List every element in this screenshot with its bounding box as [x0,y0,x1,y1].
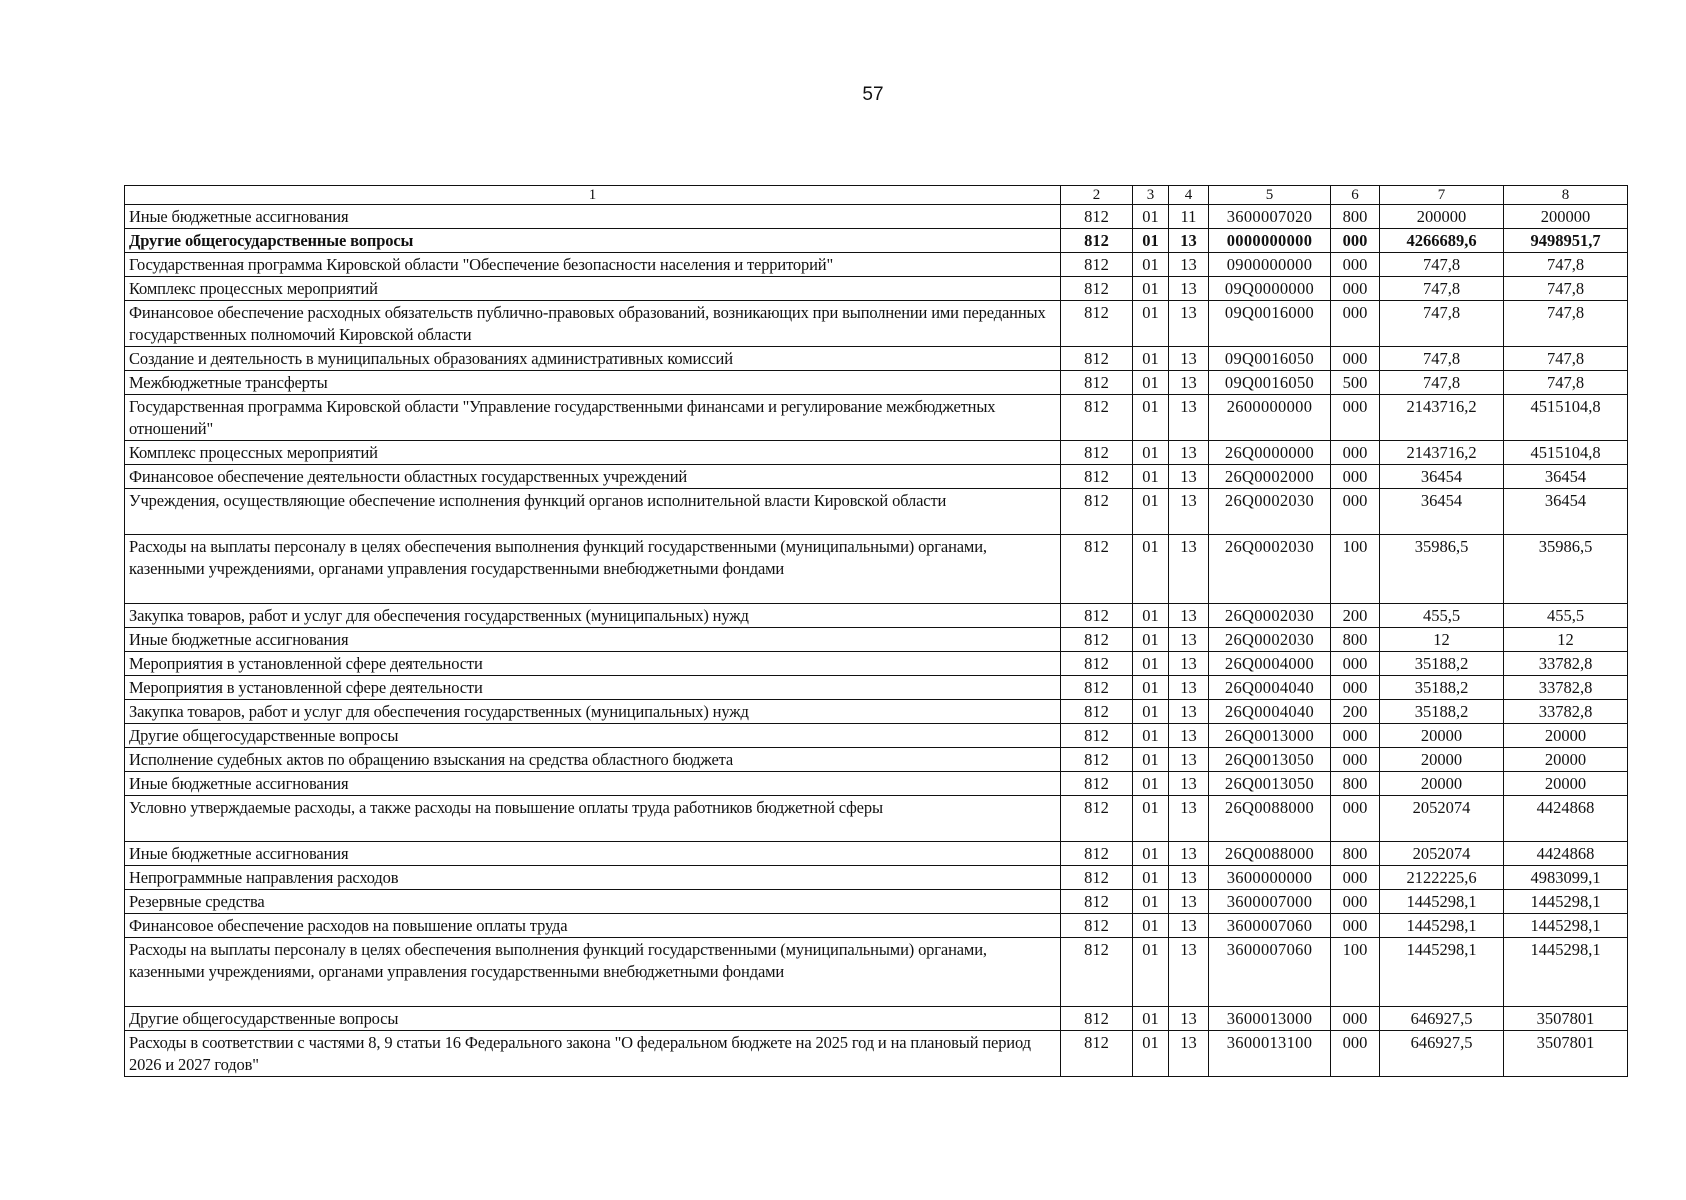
amount-2026-cell: 20000 [1380,724,1504,748]
table-row [125,772,1628,796]
subsection-code-cell: 13 [1169,347,1209,371]
expense-type-cell: 100 [1331,938,1380,1007]
expense-name-cell: Комплекс процессных мероприятий [125,441,1061,465]
budget-table [124,185,1628,1077]
amount-2027-cell: 3507801 [1504,1007,1628,1031]
column-header: 7 [1380,186,1504,205]
subsection-code-cell: 13 [1169,604,1209,628]
page-number: 57 [862,84,884,105]
subsection-code-cell: 13 [1169,748,1209,772]
amount-2027-cell: 3507801 [1504,1031,1628,1077]
column-header: 4 [1169,186,1209,205]
expense-name-cell: Межбюджетные трансферты [125,371,1061,395]
amount-2026-cell: 1445298,1 [1380,938,1504,1007]
table-row [125,700,1628,724]
ministry-code-cell: 812 [1061,842,1133,866]
expense-name-cell: Иные бюджетные ассигнования [125,772,1061,796]
table-row [125,652,1628,676]
expense-type-cell: 000 [1331,866,1380,890]
table-row [125,229,1628,253]
target-article-cell: 3600007020 [1209,205,1331,229]
section-code-cell: 01 [1133,371,1169,395]
column-header: 8 [1504,186,1628,205]
section-code-cell: 01 [1133,914,1169,938]
expense-name-cell: Мероприятия в установленной сфере деятельности [125,652,1061,676]
ministry-code-cell: 812 [1061,652,1133,676]
section-code-cell: 01 [1133,748,1169,772]
section-code-cell: 01 [1133,441,1169,465]
amount-2026-cell: 35986,5 [1380,535,1504,604]
table-row [125,842,1628,866]
amount-2027-cell: 747,8 [1504,301,1628,347]
subsection-code-cell: 13 [1169,1031,1209,1077]
ministry-code-cell: 812 [1061,205,1133,229]
amount-2026-cell: 35188,2 [1380,652,1504,676]
amount-2027-cell: 12 [1504,628,1628,652]
expense-name-cell: Закупка товаров, работ и услуг для обеспечения государственных (муниципальных) нужд [125,604,1061,628]
target-article-cell: 26Q0002030 [1209,628,1331,652]
section-code-cell: 01 [1133,465,1169,489]
ministry-code-cell: 812 [1061,441,1133,465]
amount-2027-cell: 4983099,1 [1504,866,1628,890]
table-row [125,628,1628,652]
subsection-code-cell: 13 [1169,842,1209,866]
section-code-cell: 01 [1133,229,1169,253]
table-row [125,1031,1628,1077]
ministry-code-cell: 812 [1061,748,1133,772]
target-article-cell: 09Q0016050 [1209,347,1331,371]
target-article-cell: 26Q0013050 [1209,748,1331,772]
target-article-cell: 26Q0013050 [1209,772,1331,796]
expense-name-cell: Условно утверждаемые расходы, а также расходы на повышение оплаты труда работников бюджетной сферы [125,796,1061,842]
expense-type-cell: 000 [1331,489,1380,535]
section-code-cell: 01 [1133,205,1169,229]
target-article-cell: 3600013100 [1209,1031,1331,1077]
ministry-code-cell: 812 [1061,395,1133,441]
amount-2027-cell: 4424868 [1504,796,1628,842]
expense-type-cell: 500 [1331,371,1380,395]
target-article-cell: 3600013000 [1209,1007,1331,1031]
subsection-code-cell: 13 [1169,866,1209,890]
ministry-code-cell: 812 [1061,938,1133,1007]
amount-2026-cell: 200000 [1380,205,1504,229]
ministry-code-cell: 812 [1061,1031,1133,1077]
amount-2026-cell: 1445298,1 [1380,914,1504,938]
expense-name-cell: Создание и деятельность в муниципальных образованиях административных комиссий [125,347,1061,371]
ministry-code-cell: 812 [1061,277,1133,301]
table-row [125,914,1628,938]
subsection-code-cell: 13 [1169,441,1209,465]
target-article-cell: 3600007060 [1209,914,1331,938]
amount-2026-cell: 646927,5 [1380,1007,1504,1031]
section-code-cell: 01 [1133,604,1169,628]
table-row [125,724,1628,748]
expense-type-cell: 800 [1331,628,1380,652]
expense-name-cell: Комплекс процессных мероприятий [125,277,1061,301]
subsection-code-cell: 13 [1169,1007,1209,1031]
expense-name-cell: Финансовое обеспечение расходов на повышение оплаты труда [125,914,1061,938]
ministry-code-cell: 812 [1061,866,1133,890]
expense-name-cell: Иные бюджетные ассигнования [125,842,1061,866]
table-row [125,489,1628,535]
section-code-cell: 01 [1133,301,1169,347]
section-code-cell: 01 [1133,724,1169,748]
expense-type-cell: 000 [1331,253,1380,277]
ministry-code-cell: 812 [1061,1007,1133,1031]
expense-type-cell: 000 [1331,1031,1380,1077]
ministry-code-cell: 812 [1061,535,1133,604]
amount-2026-cell: 646927,5 [1380,1031,1504,1077]
amount-2027-cell: 35986,5 [1504,535,1628,604]
expense-type-cell: 000 [1331,890,1380,914]
table-row [125,301,1628,347]
ministry-code-cell: 812 [1061,604,1133,628]
expense-type-cell: 800 [1331,842,1380,866]
subsection-code-cell: 13 [1169,890,1209,914]
amount-2026-cell: 1445298,1 [1380,890,1504,914]
expense-name-cell: Расходы на выплаты персоналу в целях обеспечения выполнения функций государственными (муниципальными) органами, казенными учреждениями, органами управления государственными внебюджетными фондами [125,535,1061,604]
amount-2026-cell: 2143716,2 [1380,441,1504,465]
expense-type-cell: 000 [1331,229,1380,253]
amount-2027-cell: 1445298,1 [1504,914,1628,938]
amount-2027-cell: 36454 [1504,489,1628,535]
target-article-cell: 0900000000 [1209,253,1331,277]
amount-2026-cell: 2122225,6 [1380,866,1504,890]
expense-type-cell: 100 [1331,535,1380,604]
table-row [125,253,1628,277]
amount-2026-cell: 747,8 [1380,253,1504,277]
ministry-code-cell: 812 [1061,465,1133,489]
amount-2026-cell: 747,8 [1380,277,1504,301]
amount-2027-cell: 4515104,8 [1504,441,1628,465]
target-article-cell: 26Q0013000 [1209,724,1331,748]
section-code-cell: 01 [1133,772,1169,796]
table-row [125,676,1628,700]
expense-type-cell: 000 [1331,796,1380,842]
ministry-code-cell: 812 [1061,724,1133,748]
section-code-cell: 01 [1133,489,1169,535]
amount-2026-cell: 20000 [1380,772,1504,796]
subsection-code-cell: 13 [1169,914,1209,938]
expense-type-cell: 000 [1331,748,1380,772]
target-article-cell: 26Q0002030 [1209,604,1331,628]
ministry-code-cell: 812 [1061,700,1133,724]
subsection-code-cell: 13 [1169,772,1209,796]
table-row [125,1007,1628,1031]
expense-name-cell: Исполнение судебных актов по обращению взыскания на средства областного бюджета [125,748,1061,772]
column-header: 6 [1331,186,1380,205]
amount-2026-cell: 35188,2 [1380,700,1504,724]
ministry-code-cell: 812 [1061,347,1133,371]
column-header: 1 [125,186,1061,205]
table-row [125,347,1628,371]
table-row [125,866,1628,890]
amount-2027-cell: 20000 [1504,772,1628,796]
target-article-cell: 26Q0088000 [1209,842,1331,866]
expense-type-cell: 200 [1331,700,1380,724]
expense-type-cell: 000 [1331,395,1380,441]
subsection-code-cell: 13 [1169,253,1209,277]
amount-2027-cell: 747,8 [1504,347,1628,371]
section-code-cell: 01 [1133,700,1169,724]
subsection-code-cell: 13 [1169,489,1209,535]
table-row [125,748,1628,772]
target-article-cell: 09Q0016000 [1209,301,1331,347]
target-article-cell: 26Q0000000 [1209,441,1331,465]
expense-name-cell: Другие общегосударственные вопросы [125,724,1061,748]
subsection-code-cell: 13 [1169,277,1209,301]
target-article-cell: 26Q0088000 [1209,796,1331,842]
ministry-code-cell: 812 [1061,890,1133,914]
amount-2026-cell: 747,8 [1380,371,1504,395]
expense-type-cell: 000 [1331,465,1380,489]
amount-2026-cell: 12 [1380,628,1504,652]
target-article-cell: 3600007060 [1209,938,1331,1007]
target-article-cell: 26Q0002030 [1209,535,1331,604]
amount-2027-cell: 200000 [1504,205,1628,229]
expense-type-cell: 000 [1331,1007,1380,1031]
section-code-cell: 01 [1133,796,1169,842]
subsection-code-cell: 13 [1169,628,1209,652]
expense-name-cell: Государственная программа Кировской области "Управление государственными финансами и регулирование межбюджетных отношений" [125,395,1061,441]
subsection-code-cell: 13 [1169,229,1209,253]
subsection-code-cell: 13 [1169,724,1209,748]
amount-2026-cell: 455,5 [1380,604,1504,628]
table-row [125,535,1628,604]
ministry-code-cell: 812 [1061,796,1133,842]
target-article-cell: 09Q0016050 [1209,371,1331,395]
section-code-cell: 01 [1133,676,1169,700]
amount-2027-cell: 747,8 [1504,371,1628,395]
expense-name-cell: Иные бюджетные ассигнования [125,205,1061,229]
section-code-cell: 01 [1133,277,1169,301]
expense-name-cell: Иные бюджетные ассигнования [125,628,1061,652]
subsection-code-cell: 13 [1169,676,1209,700]
subsection-code-cell: 13 [1169,301,1209,347]
expense-type-cell: 800 [1331,772,1380,796]
amount-2027-cell: 1445298,1 [1504,938,1628,1007]
target-article-cell: 09Q0000000 [1209,277,1331,301]
table-row [125,205,1628,229]
expense-type-cell: 000 [1331,676,1380,700]
amount-2027-cell: 747,8 [1504,277,1628,301]
amount-2026-cell: 36454 [1380,465,1504,489]
subsection-code-cell: 13 [1169,700,1209,724]
expense-name-cell: Закупка товаров, работ и услуг для обеспечения государственных (муниципальных) нужд [125,700,1061,724]
expense-name-cell: Резервные средства [125,890,1061,914]
expense-type-cell: 000 [1331,652,1380,676]
target-article-cell: 2600000000 [1209,395,1331,441]
ministry-code-cell: 812 [1061,489,1133,535]
ministry-code-cell: 812 [1061,371,1133,395]
expense-name-cell: Финансовое обеспечение деятельности областных государственных учреждений [125,465,1061,489]
subsection-code-cell: 13 [1169,535,1209,604]
table-row [125,938,1628,1007]
table-row [125,796,1628,842]
section-code-cell: 01 [1133,347,1169,371]
expense-name-cell: Непрограммные направления расходов [125,866,1061,890]
amount-2027-cell: 9498951,7 [1504,229,1628,253]
ministry-code-cell: 812 [1061,253,1133,277]
amount-2026-cell: 2143716,2 [1380,395,1504,441]
expense-type-cell: 000 [1331,277,1380,301]
section-code-cell: 01 [1133,866,1169,890]
section-code-cell: 01 [1133,535,1169,604]
expense-type-cell: 800 [1331,205,1380,229]
table-row [125,465,1628,489]
target-article-cell: 26Q0004040 [1209,700,1331,724]
amount-2027-cell: 33782,8 [1504,676,1628,700]
table-body [125,205,1628,1077]
expense-type-cell: 000 [1331,301,1380,347]
target-article-cell: 0000000000 [1209,229,1331,253]
subsection-code-cell: 13 [1169,938,1209,1007]
expense-name-cell: Расходы в соответствии с частями 8, 9 статьи 16 Федерального закона "О федеральном бюджете на 2025 год и на плановый период 2026 и 2027 годов" [125,1031,1061,1077]
expense-name-cell: Расходы на выплаты персоналу в целях обеспечения выполнения функций государственными (муниципальными) органами, казенными учреждениями, органами управления государственными внебюджетными фондами [125,938,1061,1007]
amount-2026-cell: 36454 [1380,489,1504,535]
expense-name-cell: Мероприятия в установленной сфере деятельности [125,676,1061,700]
amount-2027-cell: 747,8 [1504,253,1628,277]
ministry-code-cell: 812 [1061,229,1133,253]
amount-2026-cell: 2052074 [1380,842,1504,866]
table-header-row [125,186,1628,205]
target-article-cell: 26Q0002030 [1209,489,1331,535]
section-code-cell: 01 [1133,842,1169,866]
column-header: 5 [1209,186,1331,205]
table-row [125,371,1628,395]
amount-2027-cell: 20000 [1504,748,1628,772]
amount-2026-cell: 4266689,6 [1380,229,1504,253]
section-code-cell: 01 [1133,652,1169,676]
amount-2026-cell: 747,8 [1380,301,1504,347]
ministry-code-cell: 812 [1061,772,1133,796]
amount-2027-cell: 1445298,1 [1504,890,1628,914]
expense-name-cell: Учреждения, осуществляющие обеспечение исполнения функций органов исполнительной власти Кировской области [125,489,1061,535]
subsection-code-cell: 13 [1169,465,1209,489]
table-row [125,604,1628,628]
amount-2027-cell: 4424868 [1504,842,1628,866]
section-code-cell: 01 [1133,1031,1169,1077]
target-article-cell: 3600007000 [1209,890,1331,914]
column-header: 2 [1061,186,1133,205]
amount-2026-cell: 747,8 [1380,347,1504,371]
subsection-code-cell: 13 [1169,652,1209,676]
amount-2026-cell: 2052074 [1380,796,1504,842]
target-article-cell: 26Q0004040 [1209,676,1331,700]
ministry-code-cell: 812 [1061,676,1133,700]
expense-name-cell: Другие общегосударственные вопросы [125,229,1061,253]
expense-type-cell: 000 [1331,441,1380,465]
section-code-cell: 01 [1133,1007,1169,1031]
ministry-code-cell: 812 [1061,628,1133,652]
subsection-code-cell: 13 [1169,371,1209,395]
expense-name-cell: Другие общегосударственные вопросы [125,1007,1061,1031]
table-row [125,395,1628,441]
subsection-code-cell: 11 [1169,205,1209,229]
expense-type-cell: 000 [1331,347,1380,371]
amount-2027-cell: 455,5 [1504,604,1628,628]
table-row [125,890,1628,914]
subsection-code-cell: 13 [1169,796,1209,842]
expense-name-cell: Государственная программа Кировской области "Обеспечение безопасности населения и территорий" [125,253,1061,277]
amount-2027-cell: 33782,8 [1504,652,1628,676]
table-row [125,277,1628,301]
amount-2027-cell: 33782,8 [1504,700,1628,724]
expense-type-cell: 200 [1331,604,1380,628]
subsection-code-cell: 13 [1169,395,1209,441]
expense-name-cell: Финансовое обеспечение расходных обязательств публично-правовых образований, возникающих при выполнении ими переданных государственных полномочий Кировской области [125,301,1061,347]
target-article-cell: 26Q0002000 [1209,465,1331,489]
ministry-code-cell: 812 [1061,914,1133,938]
column-header: 3 [1133,186,1169,205]
amount-2026-cell: 20000 [1380,748,1504,772]
section-code-cell: 01 [1133,253,1169,277]
section-code-cell: 01 [1133,628,1169,652]
amount-2027-cell: 20000 [1504,724,1628,748]
ministry-code-cell: 812 [1061,301,1133,347]
section-code-cell: 01 [1133,890,1169,914]
amount-2027-cell: 4515104,8 [1504,395,1628,441]
section-code-cell: 01 [1133,938,1169,1007]
expense-type-cell: 000 [1331,914,1380,938]
amount-2027-cell: 36454 [1504,465,1628,489]
table-row [125,441,1628,465]
expense-type-cell: 000 [1331,724,1380,748]
section-code-cell: 01 [1133,395,1169,441]
target-article-cell: 3600000000 [1209,866,1331,890]
amount-2026-cell: 35188,2 [1380,676,1504,700]
target-article-cell: 26Q0004000 [1209,652,1331,676]
